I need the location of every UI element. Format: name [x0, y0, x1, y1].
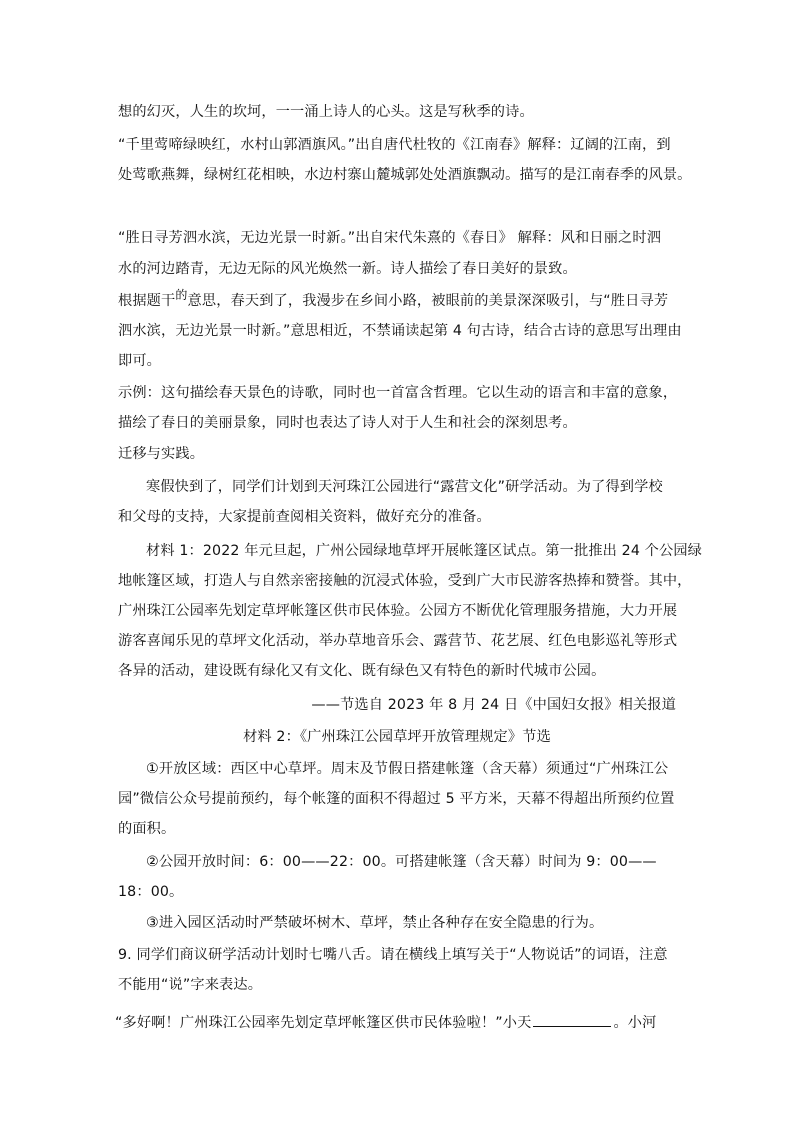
text-line: 想的幻灭，人生的坎坷，一一涌上诗人的心头。这是写秋季的诗。 — [118, 104, 534, 120]
text-line: 寒假快到了，同学们计划到天河珠江公园进行“露营文化”研学活动。为了得到学校 — [146, 479, 663, 495]
text-line: 描绘了春日的美丽景象，同时也表达了诗人对于人生和社会的深刻思考。 — [118, 415, 577, 431]
question-text: 9. 同学们商议研学活动计划时七嘴八舌。请在横线上填写关于“人物说话”的词语，注意 — [118, 947, 668, 963]
text-line: ②公园开放时间：6：00——22：00。可搭建帐篷（含天幕）时间为 9：00—— — [146, 854, 657, 870]
text-line: 水的河边踏青，无边无际的风光焕然一新。诗人描绘了春日美好的景致。 — [118, 261, 577, 277]
source-citation: ——节选自 2023 年 8 月 24 日《中国妇女报》相关报道 — [311, 697, 676, 713]
text-line — [118, 288, 678, 311]
text-line: 示例：这句描绘春天景色的诗歌，同时也一首富含哲理。它以生动的语言和丰富的意象， — [118, 385, 678, 401]
text-line: 材料 1：2022 年元旦起，广州公园绿地草坪开展帐篷区试点。第一批推出 24 个公园绿 — [146, 543, 703, 559]
text-line: 处莺歌燕舞，绿树红花相映，水边村寨山麓城郭处处酒旗飘动。描写的是江南春季的风景。 — [118, 167, 692, 183]
question-text: 不能用“说”字来表达。 — [118, 977, 263, 993]
text-fragment: 的 — [175, 288, 188, 302]
text-line: 游客喜闻乐见的草坪文化活动，举办草地音乐会、露营节、花艺展、红色电影巡礼等形式 — [118, 633, 678, 649]
text-line — [115, 1012, 675, 1033]
text-line: 园”微信公众号提前预约，每个帐篷的面积不得超过 5 平方米，天幕不得超出所预约位置 — [118, 791, 675, 807]
text-fragment: 意思，春天到了，我漫步在乡间小路，被眼前的美景深深吸引，与“胜日寻芳 — [187, 293, 669, 309]
text-line: 和父母的支持，大家提前查阅相关资料，做好充分的准备。 — [118, 509, 491, 525]
text-line: ①开放区域：西区中心草坪。周末及节假日搭建帐篷（含天幕）须通过“广州珠江公 — [146, 761, 669, 777]
text-line: 泗水滨，无边光景一时新。”意思相近，不禁诵读起第 4 句古诗，结合古诗的意思写出理由 — [118, 323, 682, 339]
text-fragment: “多好啊！广州珠江公园率先划定草坪帐篷区供市民体验啦！”小天 — [115, 1015, 532, 1031]
text-fragment: 根据题干 — [118, 293, 176, 309]
text-line: “胜日寻芳泗水滨，无边光景一时新。”出自宋代朱熹的《春日》 解释：风和日丽之时泗 — [118, 230, 662, 246]
text-line: ③进入园区活动时严禁破坏树木、草坪，禁止各种存在安全隐患的行为。 — [146, 915, 604, 931]
material-heading: 材料 2：《广州珠江公园草坪开放管理规定》节选 — [243, 729, 551, 745]
text-line: 18：00。 — [118, 884, 184, 900]
text-line: 即可。 — [118, 353, 162, 369]
text-line: 地帐篷区域，打造人与自然亲密接触的沉浸式体验，受到广大市民游客热捧和赞誉。其中， — [118, 573, 692, 589]
text-line: 广州珠江公园率先划定草坪帐篷区供市民体验。公园方不断优化管理服务措施，大力开展 — [118, 603, 678, 619]
answer-blank[interactable] — [533, 1012, 611, 1027]
text-line: 的面积。 — [118, 821, 176, 837]
text-line: “千里莺啼绿映红，水村山郭酒旗风。”出自唐代杜牧的《江南春》解释：辽阔的江南，到 — [118, 137, 671, 153]
text-line: 各异的活动，建设既有绿化又有文化、既有绿色又有特色的新时代城市公园。 — [118, 663, 606, 679]
section-heading: 迁移与实践。 — [118, 446, 205, 462]
text-fragment: 。小河 — [613, 1015, 657, 1031]
